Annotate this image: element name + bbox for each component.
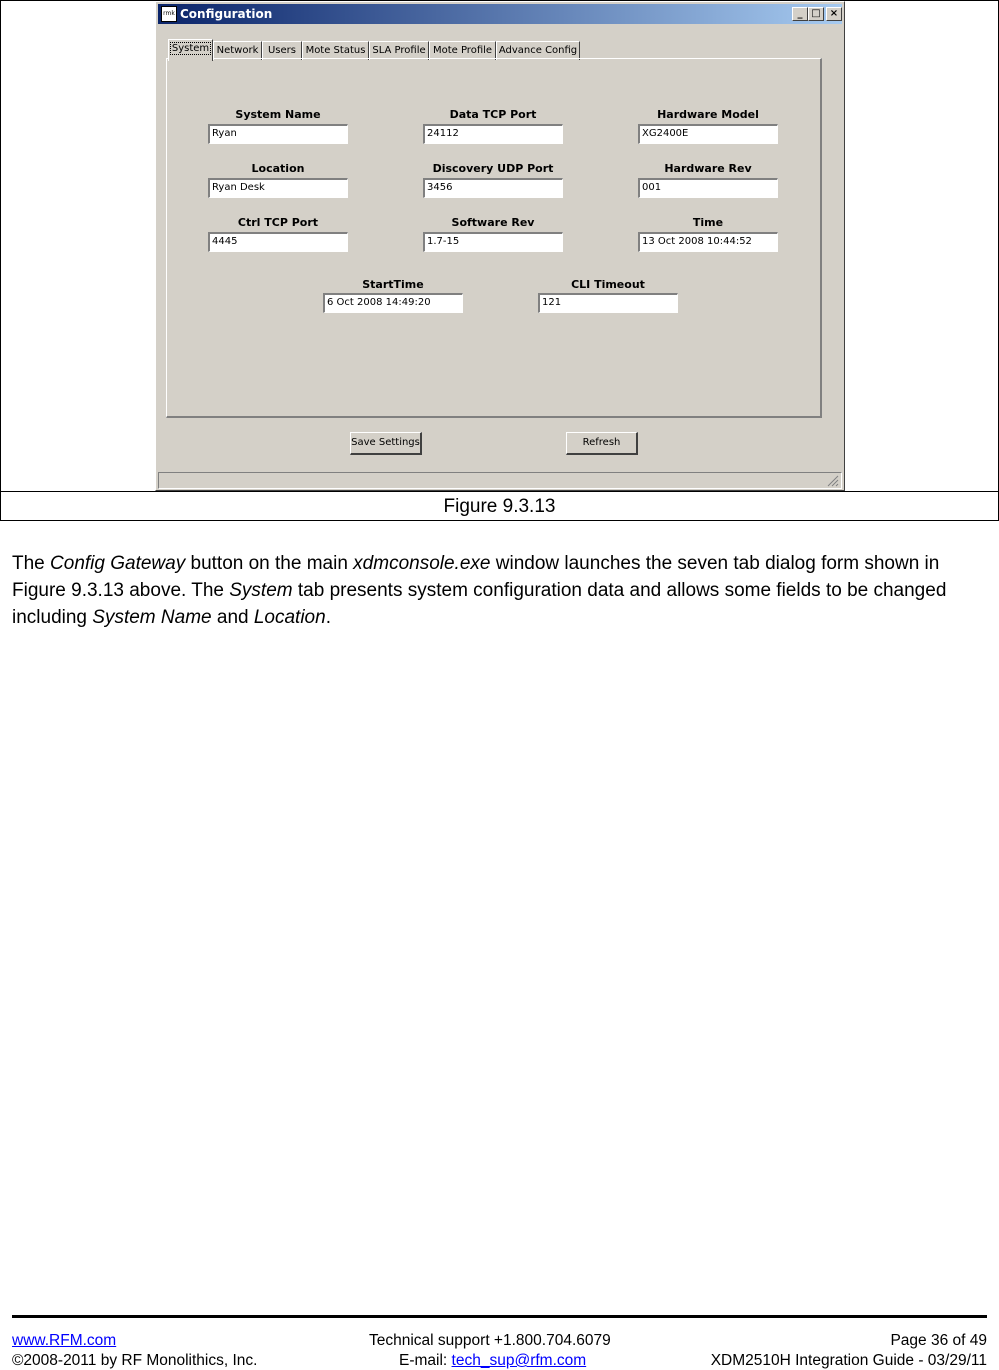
cli-timeout-label: CLI Timeout (571, 278, 645, 291)
time-field[interactable]: 13 Oct 2008 10:44:52 (638, 232, 778, 252)
page-number: Page 36 of 49 (890, 1332, 987, 1349)
ctrl-tcp-port-field[interactable]: 4445 (208, 232, 348, 252)
hardware-model-field[interactable]: XG2400E (638, 124, 778, 144)
ctrl-tcp-port-label: Ctrl TCP Port (237, 216, 319, 229)
footer-rule (12, 1315, 987, 1318)
start-time-field[interactable]: 6 Oct 2008 14:49:20 (323, 293, 463, 313)
discovery-udp-port-label: Discovery UDP Port (432, 162, 554, 175)
location-label: Location (251, 162, 305, 175)
tab-users[interactable]: Users (262, 41, 302, 60)
copyright-text: ©2008-2011 by RF Monolithics, Inc. (12, 1352, 258, 1369)
data-tcp-port-label: Data TCP Port (449, 108, 537, 121)
tab-sla-profile[interactable]: SLA Profile (369, 41, 429, 60)
hardware-rev-field[interactable]: 001 (638, 178, 778, 198)
data-tcp-port-field[interactable]: 24112 (423, 124, 563, 144)
tab-network[interactable]: Network (213, 41, 262, 60)
system-name-label: System Name (235, 108, 321, 121)
website-link[interactable]: www.RFM.com (12, 1332, 117, 1349)
save-settings-button[interactable]: Save Settings (350, 432, 422, 455)
support-text: Technical support +1.800.704.6079 (369, 1332, 611, 1349)
system-term: System (229, 580, 293, 601)
cli-timeout-field[interactable]: 121 (538, 293, 678, 313)
software-rev-field[interactable]: 1.7-15 (423, 232, 563, 252)
tab-system[interactable]: System (168, 39, 213, 61)
status-bar (158, 472, 842, 489)
time-label: Time (692, 216, 724, 229)
tab-advance-config[interactable]: Advance Config (496, 41, 580, 60)
location-field[interactable]: Ryan Desk (208, 178, 348, 198)
guide-title: XDM2510H Integration Guide - 03/29/11 (710, 1352, 987, 1369)
start-time-label: StartTime (362, 278, 424, 291)
close-button[interactable]: × (826, 7, 842, 21)
maximize-button[interactable]: □ (808, 7, 824, 21)
system-name-term: System Name (92, 607, 212, 628)
tab-mote-profile[interactable]: Mote Profile (429, 41, 496, 60)
body-paragraph: The Config Gateway button on the main xdmconsole.exe window launches the seven tab dialog form shown in Figure 9.3.13 above. The System tab presents system configuration data and allows some fields to be changed including System Name and Location. (12, 553, 947, 628)
location-term: Location (253, 607, 326, 628)
refresh-button[interactable]: Refresh (566, 432, 638, 455)
tab-mote-status[interactable]: Mote Status (302, 41, 369, 60)
xdmconsole-term: xdmconsole.exe (353, 553, 491, 574)
minimize-button[interactable]: _ (792, 7, 808, 21)
config-gateway-term: Config Gateway (50, 553, 186, 574)
figure-divider (0, 491, 999, 492)
software-rev-label: Software Rev (451, 216, 535, 229)
figure-caption: Figure 9.3.13 (443, 496, 556, 517)
hardware-rev-label: Hardware Rev (664, 162, 752, 175)
window-title: Configuration (180, 7, 273, 21)
configuration-window (155, 1, 845, 491)
system-name-field[interactable]: Ryan (208, 124, 348, 144)
app-icon: rmk (161, 6, 177, 22)
hardware-model-label: Hardware Model (657, 108, 759, 121)
email-line: E-mail: tech_sup@rfm.com (399, 1352, 587, 1369)
resize-grip-icon[interactable] (827, 475, 839, 487)
email-link[interactable]: tech_sup@rfm.com (451, 1352, 587, 1369)
title-bar[interactable] (158, 4, 842, 24)
discovery-udp-port-field[interactable]: 3456 (423, 178, 563, 198)
